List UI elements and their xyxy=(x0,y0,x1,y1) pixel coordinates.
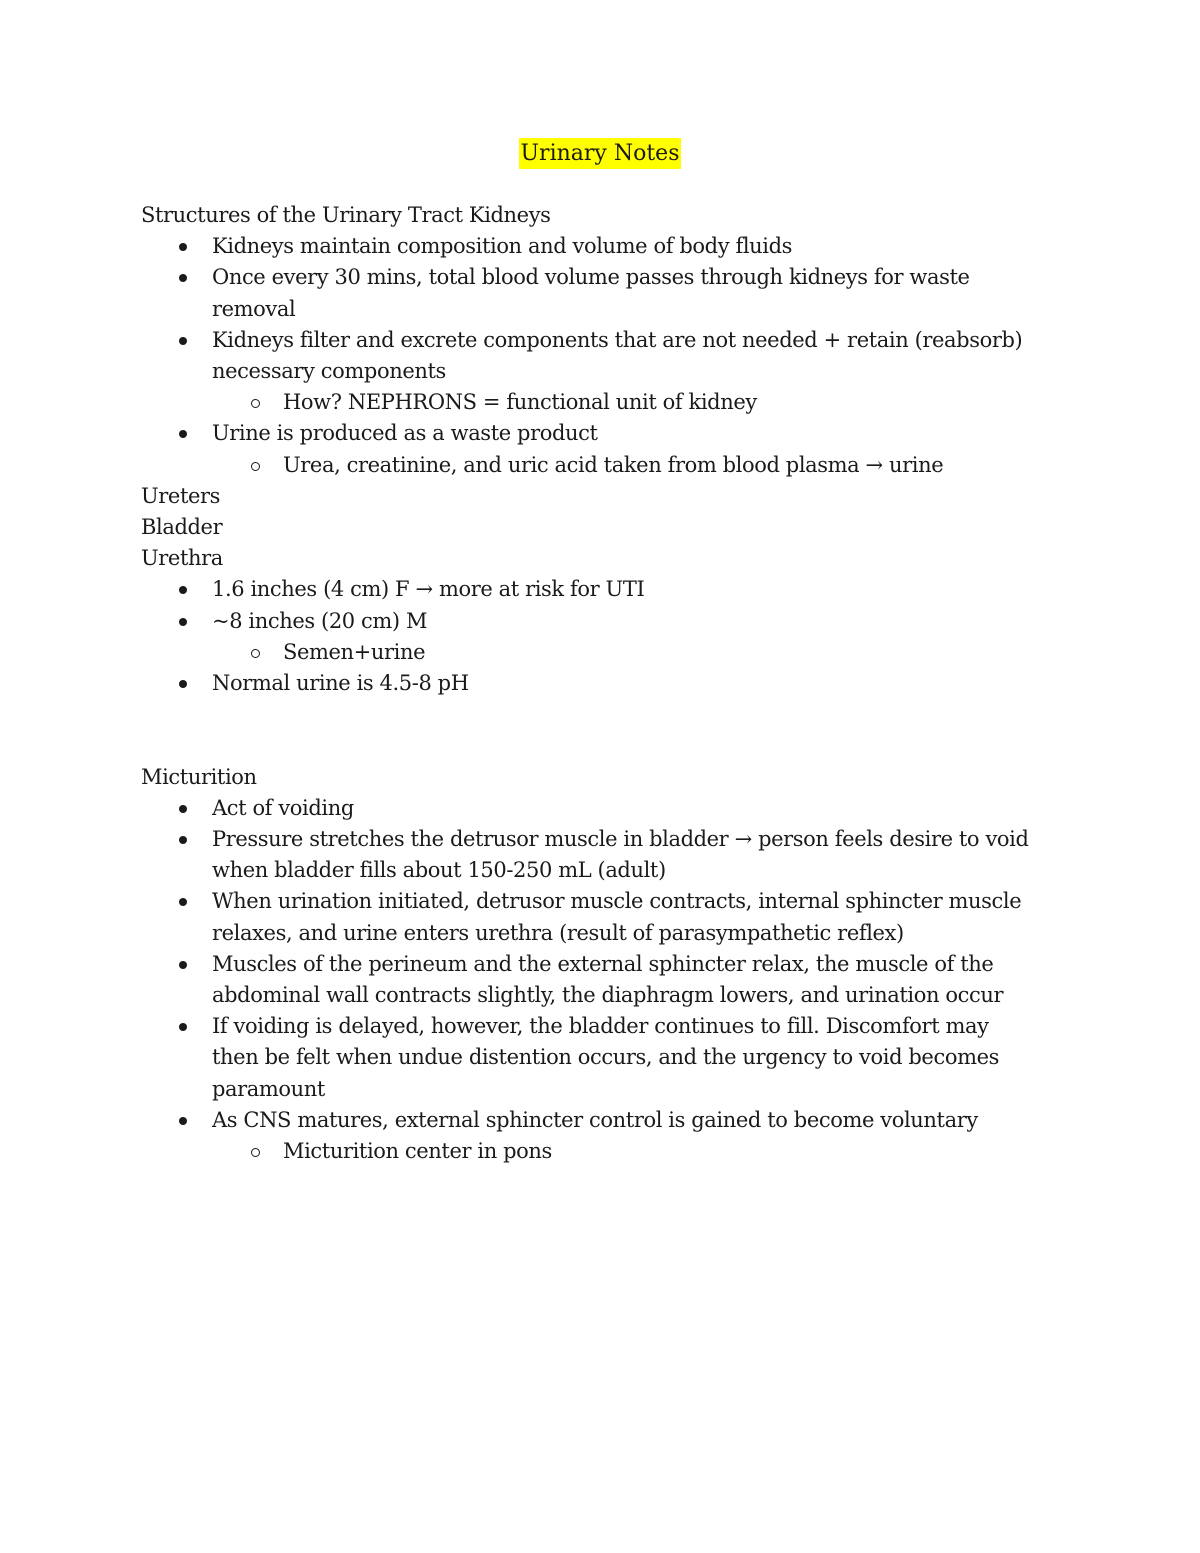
list-item: When urination initiated, detrusor muscle contracts, internal sphincter muscle relaxes, and urine enters urethra (result of parasympathetic reflex) xyxy=(141,886,1061,948)
list-item: Kidneys filter and excrete components that are not needed + retain (reabsorb) necessary components xyxy=(141,325,1061,387)
document-title: Urinary Notes xyxy=(519,138,682,169)
list-item: 1.6 inches (4 cm) F → more at risk for UTI xyxy=(141,574,1061,605)
sub-list-item: Semen+urine xyxy=(141,637,1061,668)
list-item: Once every 30 mins, total blood volume passes through kidneys for waste removal xyxy=(141,262,1061,324)
list-item: Kidneys maintain composition and volume of body fluids xyxy=(141,231,1061,262)
micturition-bullet-list xyxy=(141,793,1061,1167)
section-heading-bladder: Bladder xyxy=(141,515,223,540)
list-item: As CNS matures, external sphincter control is gained to become voluntary xyxy=(141,1105,1061,1136)
section-heading-ureters: Ureters xyxy=(141,483,221,508)
list-item: Act of voiding xyxy=(141,793,1061,824)
section-heading-structures: Structures of the Urinary Tract Kidneys xyxy=(141,203,551,227)
sub-list-item: Urea, creatinine, and uric acid taken from blood plasma → urine xyxy=(141,450,1061,481)
list-item: Muscles of the perineum and the external sphincter relax, the muscle of the abdominal wall contracts slightly, the diaphragm lowers, and urination occur xyxy=(141,949,1061,1011)
blank-space xyxy=(141,699,1061,761)
urethra-bullet-list xyxy=(141,574,1061,699)
list-item: If voiding is delayed, however, the bladder continues to fill. Discomfort may then be felt when undue distention occurs, and the urgency to void becomes paramount xyxy=(141,1011,1061,1105)
sub-list-item: How? NEPHRONS = functional unit of kidney xyxy=(141,387,1061,418)
document-body xyxy=(141,200,1061,1167)
list-item: Pressure stretches the detrusor muscle in bladder → person feels desire to void when bladder fills about 150-250 mL (adult) xyxy=(141,824,1061,886)
sub-list-item: Micturition center in pons xyxy=(141,1136,1061,1167)
list-item: ~8 inches (20 cm) M xyxy=(141,606,1061,637)
title-container xyxy=(0,138,1200,169)
list-item: Normal urine is 4.5-8 pH xyxy=(141,668,1061,699)
section-heading-micturition: Micturition xyxy=(141,764,257,789)
kidney-bullet-list xyxy=(141,231,1061,481)
section-heading-urethra: Urethra xyxy=(141,546,223,571)
list-item: Urine is produced as a waste product xyxy=(141,418,1061,449)
